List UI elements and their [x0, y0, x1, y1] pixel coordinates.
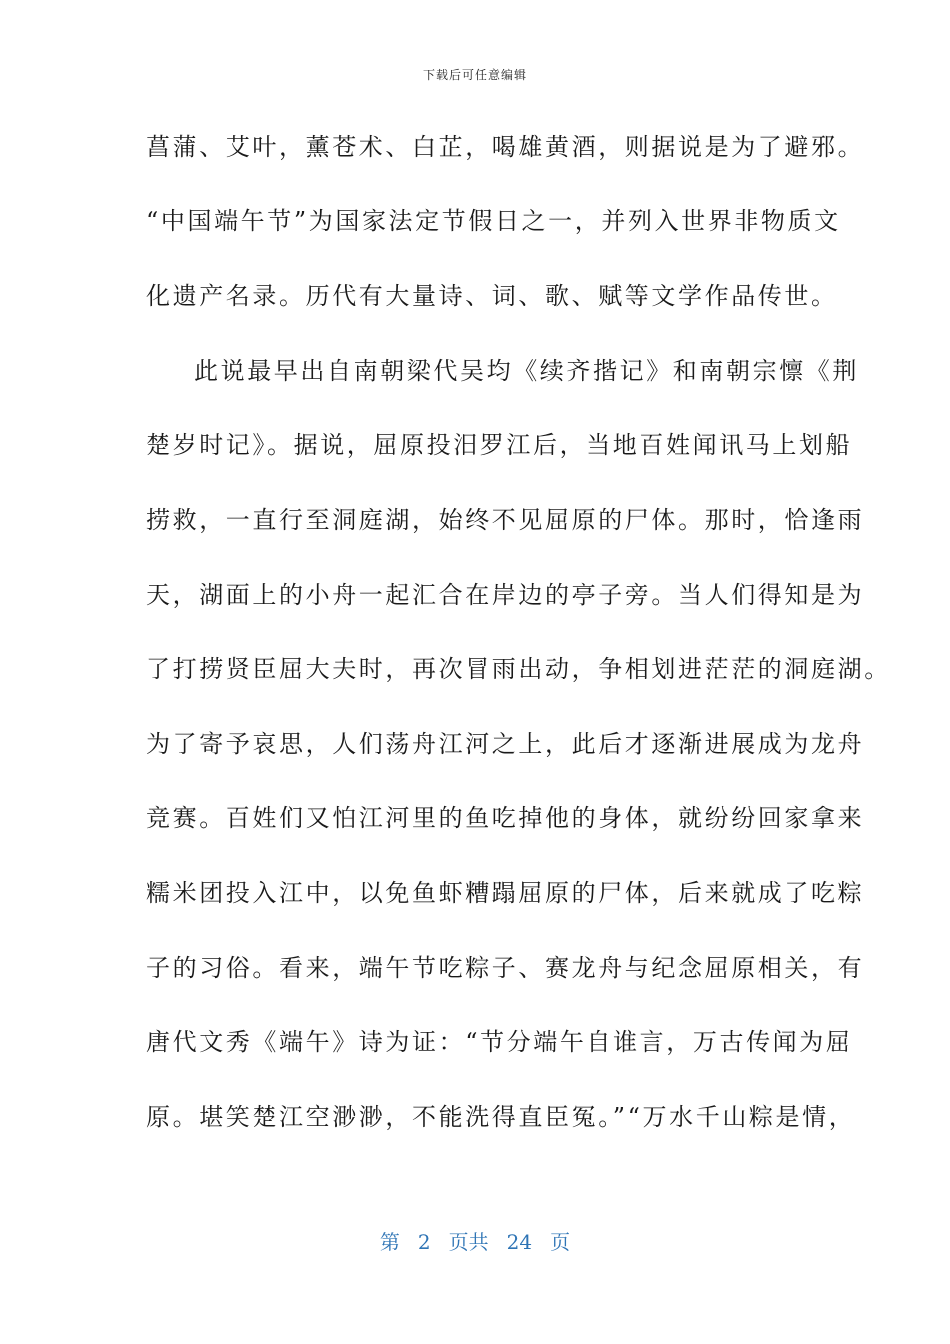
- footer-middle: 页共: [448, 1230, 489, 1254]
- paragraph-2-line-11: 原。堪笑楚江空渺渺，不能洗得直臣冤。”“万水千山粽是情，: [146, 1103, 856, 1131]
- paragraph-2-line-9: 子的习俗。看来，端午节吃粽子、赛龙舟与纪念屈原相关，有: [146, 954, 865, 982]
- footer-suffix: 页: [550, 1230, 571, 1254]
- paragraph-2-line-1: 此说最早出自南朝梁代吴均《续齐揩记》和南朝宗懔《荆: [194, 357, 859, 385]
- paragraph-1-line-1: 菖蒲、艾叶，薰苍术、白芷，喝雄黄酒，则据说是为了避邪。: [146, 133, 865, 161]
- paragraph-2-line-3: 捞救，一直行至洞庭湖，始终不见屈原的尸体。那时，恰逢雨: [146, 506, 865, 534]
- paragraph-2-line-7: 竞赛。百姓们又怕江河里的鱼吃掉他的身体，就纷纷回家拿来: [146, 804, 865, 832]
- paragraph-2-line-2: 楚岁时记》。据说，屈原投汨罗江后，当地百姓闻讯马上划船: [146, 431, 853, 459]
- paragraph-2-line-6: 为了寄予哀思，人们荡舟江河之上，此后才逐渐进展成为龙舟: [146, 730, 865, 758]
- page-number-footer: [0, 1226, 950, 1255]
- footer-total-pages: 24: [506, 1230, 533, 1254]
- paragraph-1-line-3: 化遗产名录。历代有大量诗、词、歌、赋等文学作品传世。: [146, 282, 838, 310]
- footer-current-page: 2: [417, 1230, 431, 1254]
- footer-prefix: 第: [379, 1230, 400, 1254]
- paragraph-2-line-10: 唐代文秀《端午》诗为证：“节分端午自谁言，万古传闻为屈: [146, 1028, 853, 1056]
- paragraph-1-line-2: “中国端午节”为国家法定节假日之一，并列入世界非物质文: [146, 207, 841, 235]
- paragraph-2-line-5: 了打捞贤臣屈大夫时，再次冒雨出动，争相划进茫茫的洞庭湖。: [146, 655, 891, 683]
- paragraph-2-line-8: 糯米团投入江中，以免鱼虾糟蹋屈原的尸体，后来就成了吃粽: [146, 879, 865, 907]
- header-note: 下载后可任意编辑: [422, 68, 527, 82]
- paragraph-2-line-4: 天，湖面上的小舟一起汇合在岸边的亭子旁。当人们得知是为: [146, 581, 865, 609]
